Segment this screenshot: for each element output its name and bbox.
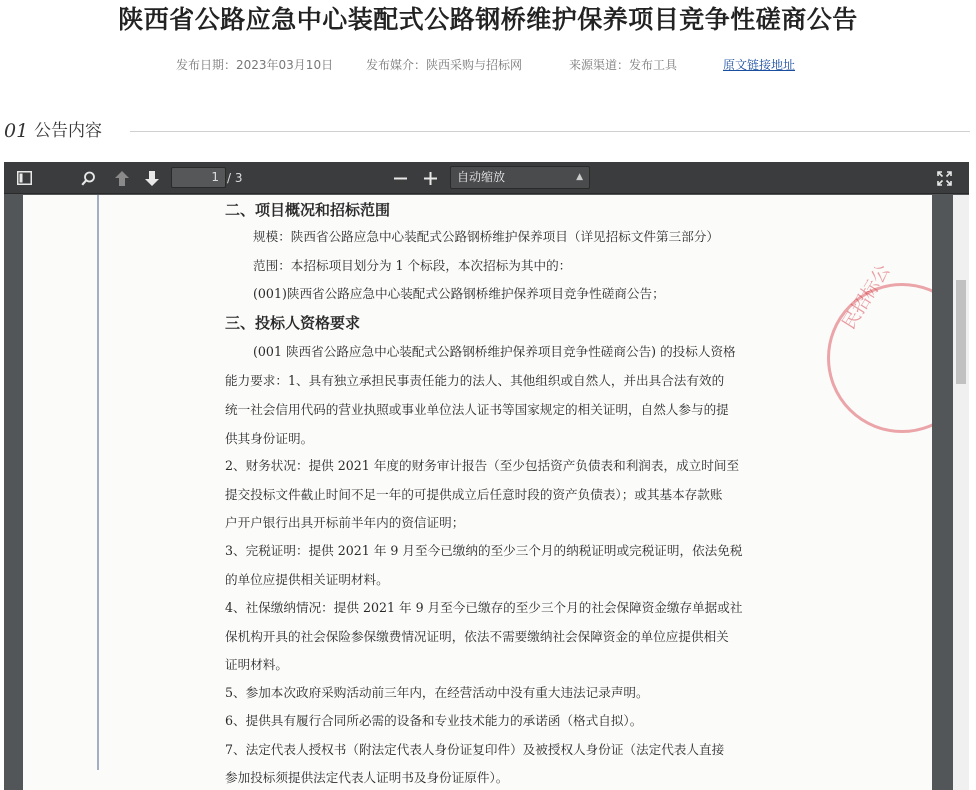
publish-media: 发布媒介：陕西采购与招标网: [366, 58, 523, 72]
minus-icon[interactable]: [388, 162, 412, 194]
zoom-select[interactable]: [450, 166, 590, 189]
doc-line: 范围：本招标项目划分为 1 个标段，本次招标为其中的：: [253, 258, 572, 273]
publish-date: 发布日期：2023年03月10日: [176, 58, 334, 72]
doc-line: 7、法定代表人授权书（附法定代表人身份证复印件）及被授权人身份证（法定代表人直接: [225, 742, 725, 757]
red-seal-text: 民招标公: [838, 261, 895, 334]
source-channel: 来源渠道：发布工具: [569, 58, 678, 72]
doc-line: 6、提供具有履行合同所必需的设备和专业技术能力的承诺函（格式自拟）。: [225, 713, 643, 728]
doc-heading: 二、项目概况和招标范围: [225, 201, 391, 219]
doc-heading: 三、投标人资格要求: [225, 314, 361, 332]
fullscreen-icon[interactable]: [932, 162, 956, 194]
doc-line: (001 陕西省公路应急中心装配式公路钢桥维护保养项目竞争性磋商公告) 的投标人资格: [253, 344, 736, 359]
doc-line: 5、参加本次政府采购活动前三年内，在经营活动中没有重大违法记录声明。: [225, 685, 649, 700]
page-title: 陕西省公路应急中心装配式公路钢桥维护保养项目竞争性磋商公告: [118, 5, 858, 34]
sidebar-toggle-icon[interactable]: [12, 162, 36, 194]
doc-line: 2、财务状况：提供 2021 年度的财务审计报告（至少包括资产负债表和利润表，成立时间至: [225, 458, 740, 473]
page-margin-line: [97, 195, 99, 770]
select-arrows-icon: ▲: [576, 172, 583, 182]
doc-line: 统一社会信用代码的营业执照或事业单位法人证书等国家规定的相关证明，自然人参与的提: [225, 402, 729, 417]
doc-line: 规模：陕西省公路应急中心装配式公路钢桥维护保养项目（详见招标文件第三部分）: [253, 229, 719, 244]
pdf-page: [23, 195, 932, 790]
pdf-toolbar: [4, 162, 969, 194]
doc-line: 证明材料。: [225, 657, 288, 672]
search-icon[interactable]: [76, 162, 100, 194]
source-link[interactable]: 原文链接地址: [723, 58, 796, 72]
doc-line: 的单位应提供相关证明材料。: [225, 572, 389, 587]
doc-line: 3、完税证明：提供 2021 年 9 月至今已缴纳的至少三个月的纳税证明或完税证明，依法免税: [225, 543, 743, 558]
section-number: 01: [4, 120, 29, 142]
doc-line: 户开户银行出具开标前半年内的资信证明；: [225, 515, 465, 530]
page-count: / 3: [227, 171, 243, 185]
zoom-value: 自动缩放: [457, 170, 506, 184]
section-divider: [130, 131, 970, 132]
arrow-up-icon[interactable]: [110, 162, 134, 194]
section-heading: [4, 118, 970, 144]
doc-line: 提交投标文件截止时间不足一年的可提供成立后任意时段的资产负债表）；或其基本存款账: [225, 487, 723, 502]
doc-line: 4、社保缴纳情况：提供 2021 年 9 月至今已缴存的至少三个月的社会保障资金缴存单据或社: [225, 600, 743, 615]
page-number-input[interactable]: 1: [171, 167, 226, 188]
plus-icon[interactable]: [418, 162, 442, 194]
doc-line: 供其身份证明。: [225, 431, 314, 446]
arrow-down-icon[interactable]: [140, 162, 164, 194]
scrollbar-thumb[interactable]: [956, 280, 966, 384]
doc-line: 参加投标须提供法定代表人证明书及身份证原件）。: [225, 770, 509, 785]
page-scrollbar[interactable]: [953, 195, 969, 790]
doc-line: (001)陕西省公路应急中心装配式公路钢桥维护保养项目竞争性磋商公告；: [253, 286, 665, 301]
section-label: 公告内容: [34, 121, 102, 141]
pdf-viewer: [4, 162, 969, 790]
doc-line: 保机构开具的社会保险参保缴费情况证明，依法不需要缴纳社会保障资金的单位应提供相关: [225, 629, 729, 644]
doc-line: 能力要求：1、具有独立承担民事责任能力的法人、其他组织或自然人，并出具合法有效的: [225, 373, 725, 388]
